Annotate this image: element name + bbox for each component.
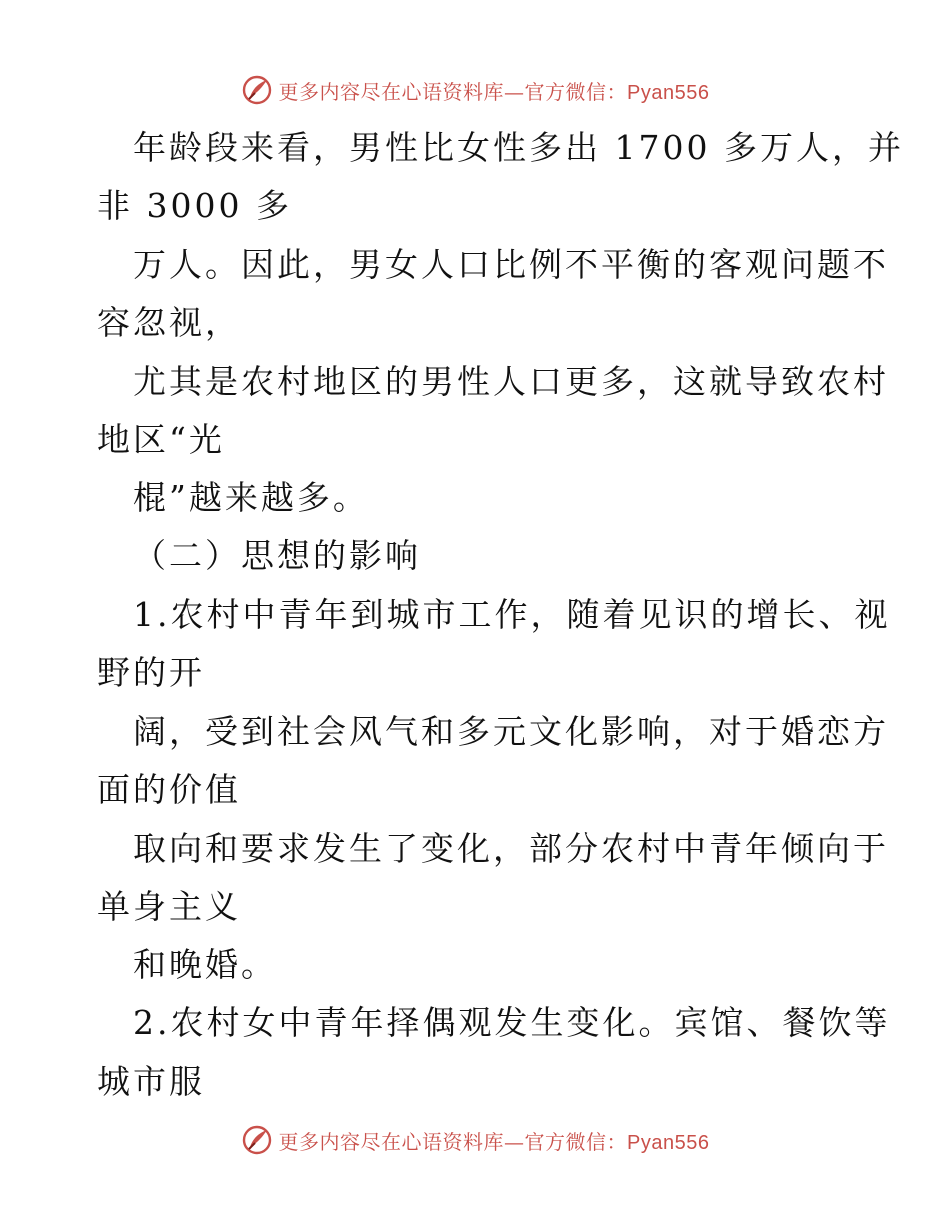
text-line: 万人。因此，男女人口比例不平衡的客观问题不 [133, 245, 889, 284]
text-line: 棍”越来越多。 [133, 478, 369, 517]
feather-quill-logo-icon [241, 74, 273, 106]
text-line: 年龄段来看，男性比女性多出 1700 多万人，并 [133, 128, 904, 167]
text-line: 2.农村女中青年择偶观发生变化。宾馆、餐饮等 [133, 1003, 891, 1042]
text-line: 1.农村中青年到城市工作，随着见识的增长、视 [133, 595, 891, 634]
footer-banner-title: 更多内容尽在心语资料库 [278, 1129, 505, 1154]
section-heading: （二）思想的影响 [133, 536, 421, 575]
text-line: 阔，受到社会风气和多元文化影响，对于婚恋方 [133, 712, 889, 751]
header-banner-separator: — [504, 79, 525, 104]
footer-contact-label: 官方微信： [524, 1129, 628, 1154]
text-line: 和晚婚。 [133, 945, 277, 984]
text-line: 地区“光 [97, 420, 225, 459]
header-banner [0, 70, 950, 110]
text-line: 面的价值 [97, 770, 241, 809]
text-line: 取向和要求发生了变化，部分农村中青年倾向于 [133, 829, 889, 868]
footer-banner-separator: — [504, 1129, 525, 1154]
text-line: 容忽视， [97, 303, 241, 342]
footer-contact-id: Pyan556 [627, 1131, 710, 1154]
text-line: 单身主义 [97, 887, 241, 926]
text-line: 城市服 [97, 1062, 205, 1101]
footer-banner [0, 1120, 950, 1160]
header-banner-title: 更多内容尽在心语资料库 [278, 79, 505, 104]
header-contact-id: Pyan556 [627, 81, 710, 104]
text-line: 非 3000 多 [97, 186, 292, 225]
text-line: 野的开 [97, 653, 205, 692]
header-banner-text [279, 76, 710, 105]
feather-quill-logo-icon [241, 1124, 273, 1156]
footer-banner-text [279, 1126, 710, 1155]
header-contact-label: 官方微信： [524, 79, 628, 104]
text-line: 尤其是农村地区的男性人口更多，这就导致农村 [133, 362, 889, 401]
